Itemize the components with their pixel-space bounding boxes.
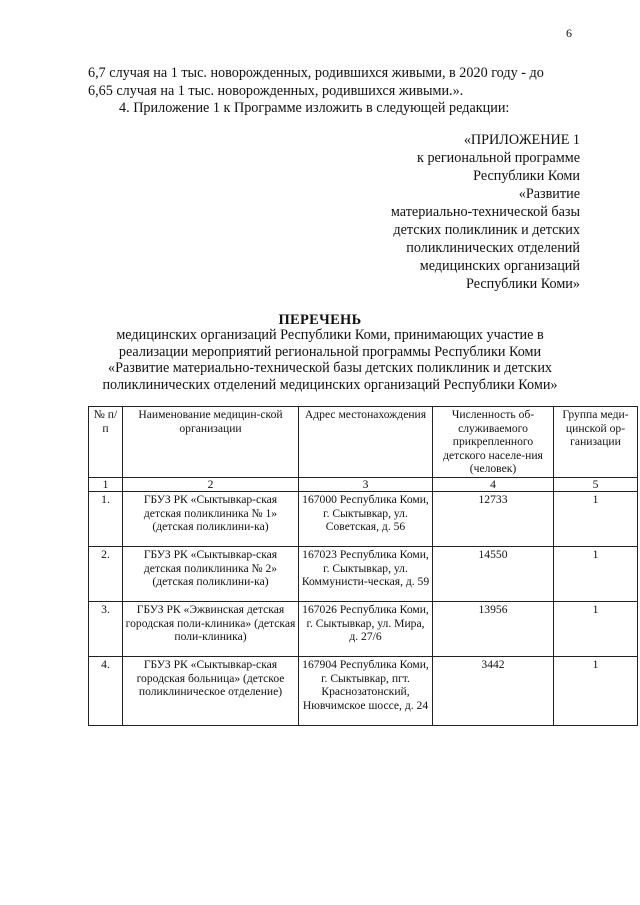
row-number: 1. [89, 492, 123, 547]
subtitle-line: «Развитие материально-технической базы детских поликлиник и детских [107, 360, 553, 376]
appendix-line: Республики Коми» [466, 276, 580, 292]
intro-line: 6,7 случая на 1 тыс. новорожденных, родившихся живыми, в 2020 году - до [88, 65, 544, 81]
document-title: ПЕРЕЧЕНЬ [278, 312, 362, 328]
column-index-row [89, 477, 638, 492]
table-row [89, 657, 638, 726]
organization-address: 167023 Республика Коми, г. Сыктывкар, ул. Коммунисти-ческая, д. 59 [299, 547, 433, 602]
row-number: 3. [89, 602, 123, 657]
intro-paragraph [88, 64, 588, 100]
column-index: 3 [299, 477, 433, 492]
served-population: 13956 [433, 602, 554, 657]
header-number: № п/п [89, 407, 123, 478]
organization-group: 1 [554, 657, 638, 726]
column-index: 2 [123, 477, 299, 492]
served-population: 12733 [433, 492, 554, 547]
row-number: 2. [89, 547, 123, 602]
subtitle-line: реализации мероприятий региональной программы Республики Коми [118, 343, 542, 360]
organization-name: ГБУЗ РК «Эжвинская детская городская поли-клиника» (детская поли-клиника) [123, 602, 299, 657]
organization-name: ГБУЗ РК «Сыктывкар-ская детская поликлиника № 2» (детская поликлини-ка) [123, 547, 299, 602]
intro-line: 6,65 случая на 1 тыс. новорожденных, родившихся живыми.». [88, 83, 464, 99]
appendix-header [320, 131, 580, 293]
appendix-line: Республики Коми [473, 168, 580, 184]
row-number: 4. [89, 657, 123, 726]
amendment-paragraph: 4. Приложение 1 к Программе изложить в следующей редакции: [119, 100, 510, 116]
header-organization-name: Наименование медицин-ской организации [123, 407, 299, 478]
appendix-line: «ПРИЛОЖЕНИЕ 1 [463, 132, 580, 148]
served-population: 14550 [433, 547, 554, 602]
column-index: 4 [433, 477, 554, 492]
subtitle-line: медицинских организаций Республики Коми, принимающих участие в [116, 327, 544, 343]
organization-address: 167904 Республика Коми, г. Сыктывкар, пгт. Краснозатонский, Нювчимское шоссе, д. 24 [299, 657, 433, 726]
organization-group: 1 [554, 492, 638, 547]
organization-group: 1 [554, 602, 638, 657]
organization-address: 167000 Республика Коми, г. Сыктывкар, ул. Советская, д. 56 [299, 492, 433, 547]
served-population: 3442 [433, 657, 554, 726]
header-population: Численность об-служиваемого прикрепленного детского населе-ния (человек) [433, 407, 554, 478]
table-header-row [89, 407, 638, 478]
appendix-line: медицинских организаций [419, 258, 580, 274]
header-group: Группа меди-цинской ор-ганизации [554, 407, 638, 478]
appendix-line: материально-технической базы [390, 204, 580, 220]
organization-name: ГБУЗ РК «Сыктывкар-ская детская поликлиника № 1» (детская поликлини-ка) [123, 492, 299, 547]
column-index: 5 [554, 477, 638, 492]
table-row [89, 547, 638, 602]
organization-address: 167026 Республика Коми, г. Сыктывкар, ул. Мира, д. 27/6 [299, 602, 433, 657]
appendix-line: к региональной программе [417, 150, 580, 166]
column-index: 1 [89, 477, 123, 492]
organization-name: ГБУЗ РК «Сыктывкар-ская городская больница» (детское поликлиническое отделение) [123, 657, 299, 726]
table-row [89, 602, 638, 657]
organizations-table [88, 406, 638, 726]
document-subtitle [70, 327, 590, 393]
table-row [89, 492, 638, 547]
subtitle-line: поликлинических отделений медицинских организаций Республики Коми» [102, 376, 558, 393]
appendix-line: детских поликлиник и детских [393, 222, 580, 238]
appendix-line: поликлинических отделений [406, 240, 580, 256]
organization-group: 1 [554, 547, 638, 602]
page-number: 6 [566, 26, 572, 40]
appendix-line: «Развитие [518, 186, 580, 202]
header-address: Адрес местонахождения [299, 407, 433, 478]
